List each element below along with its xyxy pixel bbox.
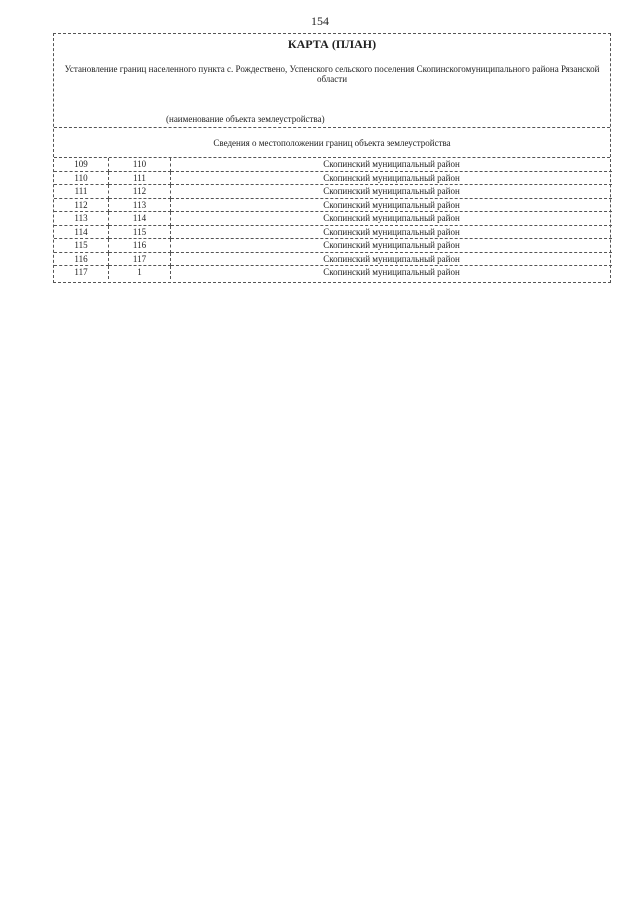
point-from-cell: 115	[54, 239, 109, 253]
point-from-cell: 113	[54, 212, 109, 226]
table-row	[54, 239, 612, 253]
table-row	[54, 266, 612, 279]
point-to-cell: 113	[109, 198, 171, 212]
point-from-cell: 114	[54, 225, 109, 239]
point-to-cell: 114	[109, 212, 171, 226]
point-from-cell: 109	[54, 158, 109, 171]
point-from-cell: 117	[54, 266, 109, 279]
point-to-cell: 117	[109, 252, 171, 266]
description-cell: Скопинский муниципальный район	[171, 239, 613, 253]
point-from-cell: 112	[54, 198, 109, 212]
header-block	[54, 34, 610, 128]
point-to-cell: 116	[109, 239, 171, 253]
table-row	[54, 198, 612, 212]
table-row	[54, 212, 612, 226]
description-cell: Скопинский муниципальный район	[171, 158, 613, 171]
point-to-cell: 115	[109, 225, 171, 239]
object-name-caption: (наименование объекта землеустройства)	[166, 114, 325, 124]
document-frame	[53, 33, 611, 283]
point-to-cell: 1	[109, 266, 171, 279]
description-cell: Скопинский муниципальный район	[171, 198, 613, 212]
description-cell: Скопинский муниципальный район	[171, 185, 613, 199]
point-from-cell: 110	[54, 171, 109, 185]
table-row	[54, 225, 612, 239]
point-to-cell: 111	[109, 171, 171, 185]
description-cell: Скопинский муниципальный район	[171, 212, 613, 226]
description-cell: Скопинский муниципальный район	[171, 225, 613, 239]
table-row	[54, 252, 612, 266]
description-cell: Скопинский муниципальный район	[171, 252, 613, 266]
point-from-cell: 116	[54, 252, 109, 266]
object-name: Установление границ населенного пункта с. Рождествено, Успенского сельского поселения Скопинскогомуниципального района Рязанской области	[64, 64, 600, 84]
page-number: 154	[311, 14, 329, 28]
point-to-cell: 112	[109, 185, 171, 199]
point-from-cell: 111	[54, 185, 109, 199]
point-to-cell: 110	[109, 158, 171, 171]
description-cell: Скопинский муниципальный район	[171, 171, 613, 185]
boundary-table	[54, 158, 612, 279]
table-row	[54, 158, 612, 171]
boundary-table-body	[54, 158, 612, 279]
table-row	[54, 171, 612, 185]
section-title: Сведения о местоположении границ объекта землеустройства	[213, 138, 451, 148]
description-cell: Скопинский муниципальный район	[323, 267, 460, 278]
document-title: КАРТА (ПЛАН)	[287, 37, 377, 51]
table-row	[54, 185, 612, 199]
